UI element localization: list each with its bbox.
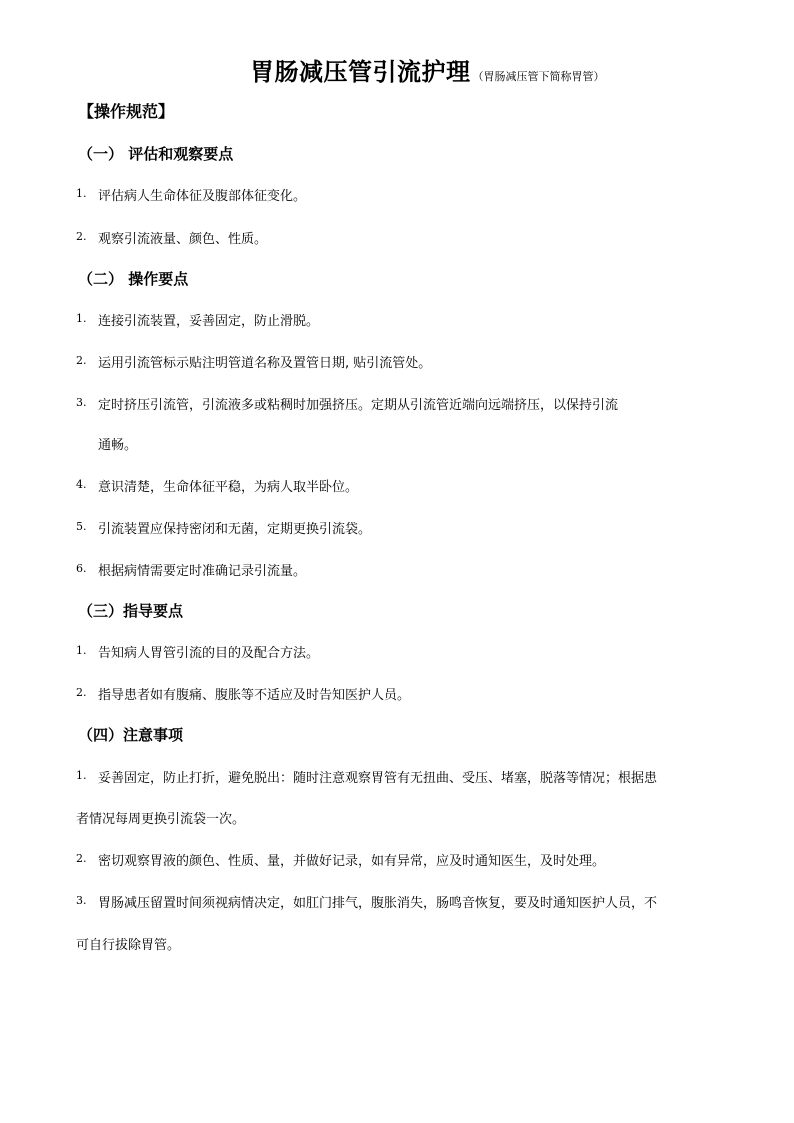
item-text: 连接引流装置，妥善固定，防止滑脱。 — [98, 314, 320, 329]
item-text: 告知病人胃管引流的目的及配合方法。 — [98, 646, 320, 661]
item-number: 1. — [76, 644, 87, 657]
item-text: 密切观察胃液的颜色、性质、量，并做好记录，如有异常，应及时通知医生，及时处理。 — [98, 854, 606, 869]
document-title-note: （胃肠减压管下简称胃管） — [472, 70, 605, 83]
item-text-continuation: 通畅。 — [98, 438, 138, 453]
item-text: 引流装置应保持密闭和无菌，定期更换引流袋。 — [98, 522, 372, 537]
item-number: 1. — [76, 312, 87, 325]
item-text: 定时挤压引流管，引流液多或粘稠时加强挤压。定期从引流管近端向远端挤压，以保持引流 — [98, 398, 619, 413]
item-number: 3. — [76, 894, 87, 907]
section-heading-3: （三）指导要点 — [78, 602, 184, 620]
item-number: 6. — [76, 562, 87, 575]
item-text: 意识清楚，生命体征平稳，为病人取半卧位。 — [98, 480, 359, 495]
item-number: 1. — [76, 769, 87, 782]
item-text: 妥善固定，防止打折，避免脱出：随时注意观察胃管有无扭曲、受压、堵塞，脱落等情况；根据患 — [98, 771, 658, 786]
item-text: 观察引流液量、颜色、性质。 — [98, 232, 268, 247]
item-number: 2. — [76, 852, 87, 865]
item-text: 评估病人生命体征及腹部体征变化。 — [98, 189, 307, 204]
item-number: 2. — [76, 354, 87, 367]
item-number: 2. — [76, 686, 87, 699]
item-text: 胃肠减压留置时间须视病情决定，如肛门排气，腹胀消失，肠鸣音恢复，要及时通知医护人员，不 — [98, 896, 658, 911]
section-heading-4: （四）注意事项 — [78, 726, 184, 744]
item-text-continuation: 者情况每周更换引流袋一次。 — [76, 812, 246, 827]
main-heading: 【操作规范】 — [78, 102, 175, 121]
item-text: 运用引流管标示贴注明管道名称及置管日期, 贴引流管处。 — [98, 356, 432, 371]
item-number: 3. — [76, 396, 87, 409]
item-number: 2. — [76, 230, 87, 243]
item-text-continuation: 可自行拔除胃管。 — [76, 938, 181, 953]
item-number: 4. — [76, 478, 87, 491]
section-heading-1: （一） 评估和观察要点 — [78, 145, 234, 163]
section-heading-2: （二） 操作要点 — [78, 270, 189, 288]
item-text: 指导患者如有腹痛、腹胀等不适应及时告知医护人员。 — [98, 688, 411, 703]
item-number: 1. — [76, 187, 87, 200]
item-number: 5. — [76, 520, 87, 533]
document-title-line — [250, 52, 605, 87]
item-text: 根据病情需要定时准确记录引流量。 — [98, 564, 307, 579]
document-title: 胃肠减压管引流护理 — [250, 58, 471, 86]
